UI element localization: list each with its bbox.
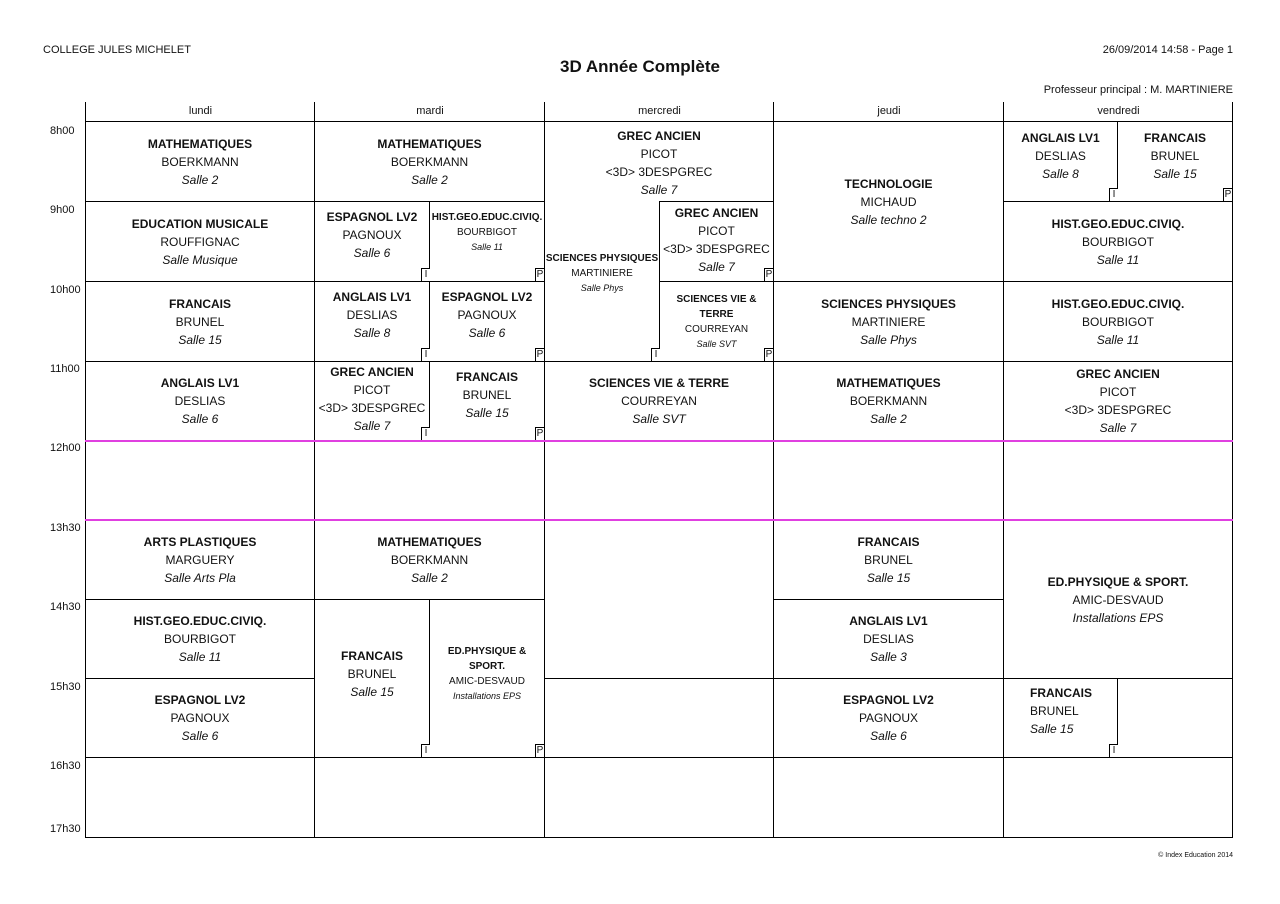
time-label: 13h30 [50,522,81,534]
lesson-subject: GREC ANCIEN [674,206,759,220]
group-tag: I [421,427,430,440]
lesson-mon-5[interactable] [86,521,314,599]
lesson-teacher: MARGUERY [165,553,235,567]
lesson-mon-3[interactable] [86,282,314,361]
lesson-mon-2[interactable] [86,202,314,281]
print-date-page: 26/09/2014 14:58 - Page 1 [1102,44,1233,56]
lesson-wed-2a[interactable] [545,202,659,361]
lesson-teacher: MARTINIERE [851,314,926,329]
group-tag: I [421,744,430,757]
lesson-room: Salle 15 [178,332,222,347]
lesson-wed-2b[interactable] [660,202,773,281]
lesson-teacher: BOURBIGOT [456,227,517,238]
lesson-subject: ESPAGNOL LV2 [843,693,934,707]
lesson-teacher: DESLIAS [346,308,398,322]
day-header-wednesday: mercredi [638,105,681,117]
lesson-teacher: BOERKMANN [161,154,239,169]
lesson-room: Salle 2 [411,172,448,187]
lesson-teacher: AMIC-DESVAUD [1072,592,1164,607]
lesson-room: Salle SVT [696,339,737,349]
lesson-teacher: BOURBIGOT [1081,234,1154,249]
lesson-room: Installations EPS [1072,610,1164,625]
lesson-mon-1[interactable] [86,122,314,201]
group-tag: P [536,349,544,360]
lesson-teacher: BOERKMANN [849,394,928,408]
lesson-room: Salle 2 [870,412,907,426]
group-tag: I [651,348,660,361]
group-tag: I [1109,744,1118,757]
lesson-teacher: PICOT [640,147,678,161]
lesson-mon-6[interactable] [86,600,314,678]
lesson-teacher: COURREYAN [684,324,749,335]
lesson-subject: SCIENCES PHYSIQUES [821,296,956,311]
lesson-room: Salle 11 [1096,252,1140,267]
group-tag: I [421,268,430,281]
lesson-fri-1b[interactable] [1118,122,1232,201]
lesson-room: Salle 6 [181,729,219,743]
lesson-subject: ESPAGNOL LV2 [326,210,418,224]
lesson-tue-2a[interactable] [315,202,429,281]
lesson-room: Salle 6 [181,412,219,426]
lesson-room: Salle 6 [468,326,506,340]
lesson-room: Salle 11 [1096,332,1140,347]
lesson-room: Salle 15 [866,571,911,585]
lesson-room: Salle 2 [411,571,448,585]
lesson-teacher: PICOT [698,224,735,238]
lesson-room: Salle 7 [698,260,735,274]
lesson-room: Salle 6 [870,729,907,743]
lesson-group: <3D> 3DESPGREC [318,401,426,415]
time-label: 14h30 [50,601,81,613]
lesson-fri-4[interactable] [1004,362,1232,440]
lesson-subject: ANGLAIS LV1 [849,614,928,628]
lesson-teacher: PAGNOUX [170,711,230,725]
lesson-room: Salle Phys [860,332,917,347]
lesson-subject: EDUCATION MUSICALE [131,216,269,231]
lesson-teacher: DESLIAS [174,394,226,408]
lesson-room: Salle SVT [632,412,686,426]
lesson-teacher: PICOT [353,383,391,397]
lesson-subject: HIST.GEO.EDUC.CIVIQ. [431,212,543,223]
day-header-monday: lundi [188,105,213,117]
lesson-subject: HIST.GEO.EDUC.CIVIQ. [133,614,267,628]
lesson-subject: FRANCAIS [341,648,403,663]
group-tag: P [765,349,773,360]
lesson-subject: FRANCAIS [1144,131,1206,145]
lesson-room: Salle 2 [181,172,219,187]
lesson-subject: HIST.GEO.EDUC.CIVIQ. [1051,216,1185,231]
lesson-teacher: BRUNEL [462,388,512,402]
lesson-fri-2[interactable] [1004,202,1232,281]
time-label: 11h00 [50,363,80,375]
lesson-group: <3D> 3DESPGREC [1064,403,1172,417]
group-tag: P [536,428,544,439]
lesson-tue-3b[interactable] [430,282,544,361]
time-label: 17h30 [50,823,81,835]
lesson-tue-6b[interactable] [430,600,544,757]
time-label: 16h30 [50,760,81,772]
lesson-subject: HIST.GEO.EDUC.CIVIQ. [1051,296,1185,311]
principal-teacher: Professeur principal : M. MARTINIERE [1043,84,1233,96]
lesson-subject: ANGLAIS LV1 [160,376,240,390]
lesson-teacher: BOERKMANN [390,154,469,169]
lesson-teacher: BRUNEL [1150,149,1200,163]
lesson-teacher: ROUFFIGNAC [160,234,240,249]
lesson-room: Salle 7 [1099,421,1137,435]
lesson-thu-3[interactable] [774,282,1003,361]
lesson-thu-4[interactable] [774,362,1003,440]
lesson-teacher: BRUNEL [1030,704,1079,718]
lesson-room: Salle 11 [471,242,503,252]
group-tag: I [421,348,430,361]
lesson-teacher: PAGNOUX [342,228,402,242]
lesson-teacher: BRUNEL [175,314,225,329]
lesson-teacher: PICOT [1099,385,1137,399]
group-tag: P [1224,189,1232,200]
lesson-teacher: BOERKMANN [390,553,469,567]
lesson-teacher: BOURBIGOT [1081,314,1154,329]
lesson-subject: GREC ANCIEN [1076,367,1160,381]
lesson-teacher: MARTINIERE [571,268,633,279]
time-label: 10h00 [50,284,81,296]
lesson-subject: SCIENCES PHYSIQUES [545,253,659,264]
lesson-teacher: BRUNEL [347,666,397,681]
lesson-subject: ED.PHYSIQUE & SPORT. [447,645,527,672]
group-tag: P [765,269,773,280]
lesson-subject: FRANCAIS [169,296,231,311]
lesson-teacher: MICHAUD [860,194,917,209]
time-label: 15h30 [50,681,81,693]
lesson-room: Salle 15 [350,684,394,699]
lesson-teacher: DESLIAS [863,632,914,646]
lesson-teacher: PAGNOUX [858,711,919,725]
lesson-subject: ARTS PLASTIQUES [143,535,257,549]
lesson-thu-1[interactable] [774,122,1003,281]
lesson-tue-2b[interactable] [430,202,544,281]
lesson-subject: GREC ANCIEN [617,129,701,143]
lesson-room: Salle Musique [162,252,238,267]
lesson-subject: MATHEMATIQUES [836,376,941,390]
lesson-fri-7a[interactable] [1004,679,1117,757]
lesson-subject: GREC ANCIEN [330,365,414,379]
lesson-room: Salle Phys [580,283,624,293]
lesson-tue-3a[interactable] [315,282,429,361]
lesson-room: Salle 15 [465,406,509,420]
lesson-wed-1[interactable] [545,122,773,201]
lesson-room: Salle 15 [1030,722,1074,736]
lesson-fri-5[interactable] [1004,521,1232,678]
lesson-teacher: PAGNOUX [457,308,517,322]
time-label: 8h00 [50,125,75,137]
lesson-thu-7[interactable] [774,679,1003,757]
lesson-subject: ANGLAIS LV1 [1021,131,1100,145]
lesson-mon-4[interactable] [86,362,314,440]
lesson-room: Salle 15 [1153,167,1197,181]
lesson-tue-6a[interactable] [315,600,429,757]
lesson-subject: FRANCAIS [456,370,518,384]
lesson-wed-3b[interactable] [660,282,773,361]
lesson-subject: ANGLAIS LV1 [332,290,412,304]
lesson-subject: FRANCAIS [857,535,920,549]
lesson-room: Salle 8 [1042,167,1079,181]
lesson-subject: FRANCAIS [1030,686,1092,700]
lesson-tue-5[interactable] [315,521,544,599]
lesson-subject: ESPAGNOL LV2 [441,290,533,304]
lesson-room: Salle 7 [640,183,678,197]
lesson-subject: MATHEMATIQUES [377,535,482,549]
lesson-teacher: AMIC-DESVAUD [449,675,525,687]
lesson-room: Salle 8 [353,326,391,340]
copyright-notice: © Index Education 2014 [1158,852,1233,859]
lesson-subject: MATHEMATIQUES [377,136,482,151]
group-tag: P [536,269,544,280]
lesson-room: Salle 3 [870,650,907,664]
page-title: 3D Année Complète [560,57,720,76]
group-tag: I [1109,188,1118,201]
lesson-teacher: BOURBIGOT [163,632,236,646]
lesson-tue-4a[interactable] [315,362,429,440]
lesson-tue-1[interactable] [315,122,544,201]
lesson-subject: SCIENCES VIE & TERRE [588,376,730,390]
lesson-group: <3D> 3DESPGREC [605,165,713,179]
group-tag: P [536,745,544,756]
lesson-subject: MATHEMATIQUES [147,136,253,151]
time-label: 9h00 [50,204,75,216]
lesson-teacher: BRUNEL [864,553,913,567]
lesson-group: <3D> 3DESPGREC [663,242,770,256]
lesson-room: Salle 11 [178,650,222,664]
school-name: COLLEGE JULES MICHELET [43,44,191,56]
day-header-friday: vendredi [1097,105,1140,117]
lesson-subject: ED.PHYSIQUE & SPORT. [1047,574,1189,589]
lesson-fri-1a[interactable] [1004,122,1117,201]
lesson-fri-3[interactable] [1004,282,1232,361]
lesson-room: Installations EPS [452,690,522,701]
lesson-room: Salle 7 [353,419,391,433]
lesson-room: Salle Arts Pla [164,571,236,585]
lesson-thu-6[interactable] [774,600,1003,678]
lesson-room: Salle 6 [353,246,391,260]
lesson-subject: TECHNOLOGIE [844,176,933,191]
time-label: 12h00 [50,442,81,454]
lesson-teacher: COURREYAN [621,394,697,408]
lesson-thu-5[interactable] [774,521,1003,599]
lesson-room: Salle techno 2 [850,212,927,227]
lesson-tue-4b[interactable] [430,362,544,440]
lesson-wed-4[interactable] [545,362,773,440]
day-header-tuesday: mardi [416,105,444,117]
lesson-subject: SCIENCES VIE & TERRE [676,294,757,320]
lesson-mon-7[interactable] [86,679,314,757]
lesson-teacher: DESLIAS [1035,149,1086,163]
lesson-subject: ESPAGNOL LV2 [154,693,246,707]
day-header-thursday: jeudi [877,105,901,117]
